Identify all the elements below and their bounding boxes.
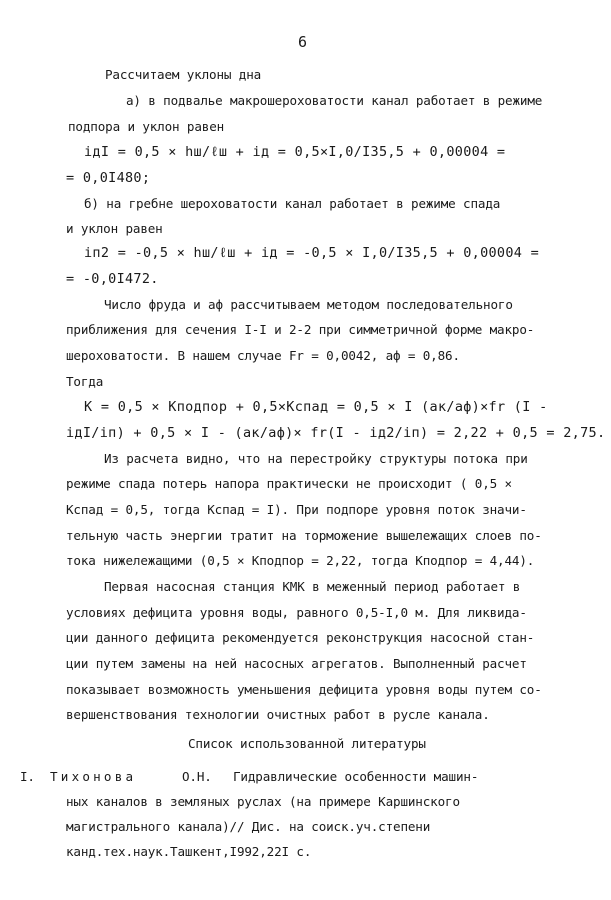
text-line: показывает возможность уменьшения дефицита уровня воды путем со- [66,682,542,697]
text-line: ции данного дефицита рекомендуется реконструкция насосной стан- [66,630,535,645]
formula-line: iп2 = -0,5 × hш/ℓш + iд = -0,5 × I,0/I35,5 + 0,00004 = [84,245,540,261]
text-line: тока нижележащими (0,5 × Кподпор = 2,22, тогда Кподпор = 4,44). [66,553,535,568]
formula-line: = 0,0I480; [66,170,151,186]
text-line: ции путем замены на ней насосных агрегатов. Выполненный расчет [66,656,527,671]
reference-author: Тихонова [50,769,137,784]
page-number: 6 [298,33,308,51]
formula-line: iдI/iп) + 0,5 × I - (ак/аф)× fr(I - iд2/iп) = 2,22 + 0,5 = 2,75. [66,425,606,441]
text-line: вершенствования технологии очистных работ в русле канала. [66,707,490,722]
text-line: тельную часть энергии тратит на торможение вышележащих слоев по- [66,528,542,543]
text-line: условиях дефицита уровня воды, равного 0,5-I,0 м. Для ликвида- [66,605,527,620]
text-line: и уклон равен [66,221,163,236]
formula-line: iдI = 0,5 × hш/ℓш + iд = 0,5×I,0/I35,5 + 0,00004 = [84,144,506,160]
reference-initials: О.Н. [182,769,212,784]
text-line: Кспад = 0,5, тогда Кспад = I). При подпоре уровня поток значи- [66,502,527,517]
text-line: подпора и уклон равен [68,119,225,134]
text-line: Первая насосная станция КМК в меженный период работает в [104,579,521,594]
reference-line: магистрального канала)// Дис. на соиск.уч.степени [66,819,431,834]
text-line: приближения для сечения I-I и 2-2 при симметричной форме макро- [66,322,535,337]
text-line: Тогда [66,374,104,389]
formula-line: К = 0,5 × Кподпор + 0,5×Кспад = 0,5 × I (ак/аф)×fr (I - [84,399,548,415]
text-line: б) на гребне шероховатости канал работает в режиме спада [84,196,501,211]
text-line: режиме спада потерь напора практически не происходит ( 0,5 × [66,476,512,491]
text-line: шероховатости. В нашем случае Fr = 0,0042, аф = 0,86. [66,348,460,363]
formula-line: = -0,0I472. [66,271,159,287]
text-line: Из расчета видно, что на перестройку структуры потока при [104,451,528,466]
text-line: Рассчитаем уклоны дна [105,67,262,82]
text-line: Число фруда и аф рассчитываем методом последовательного [104,297,513,312]
reference-number: I. [20,769,35,784]
reference-title: Гидравлические особенности машин- [233,769,479,784]
reference-line: ных каналов в земляных руслах (на примере Каршинского [66,794,460,809]
reference-line: канд.тех.наук.Ташкент,I992,22I с. [66,844,312,859]
text-line: а) в подвалье макрошероховатости канал работает в режиме [126,93,543,108]
section-heading: Список использованной литературы [188,736,426,751]
